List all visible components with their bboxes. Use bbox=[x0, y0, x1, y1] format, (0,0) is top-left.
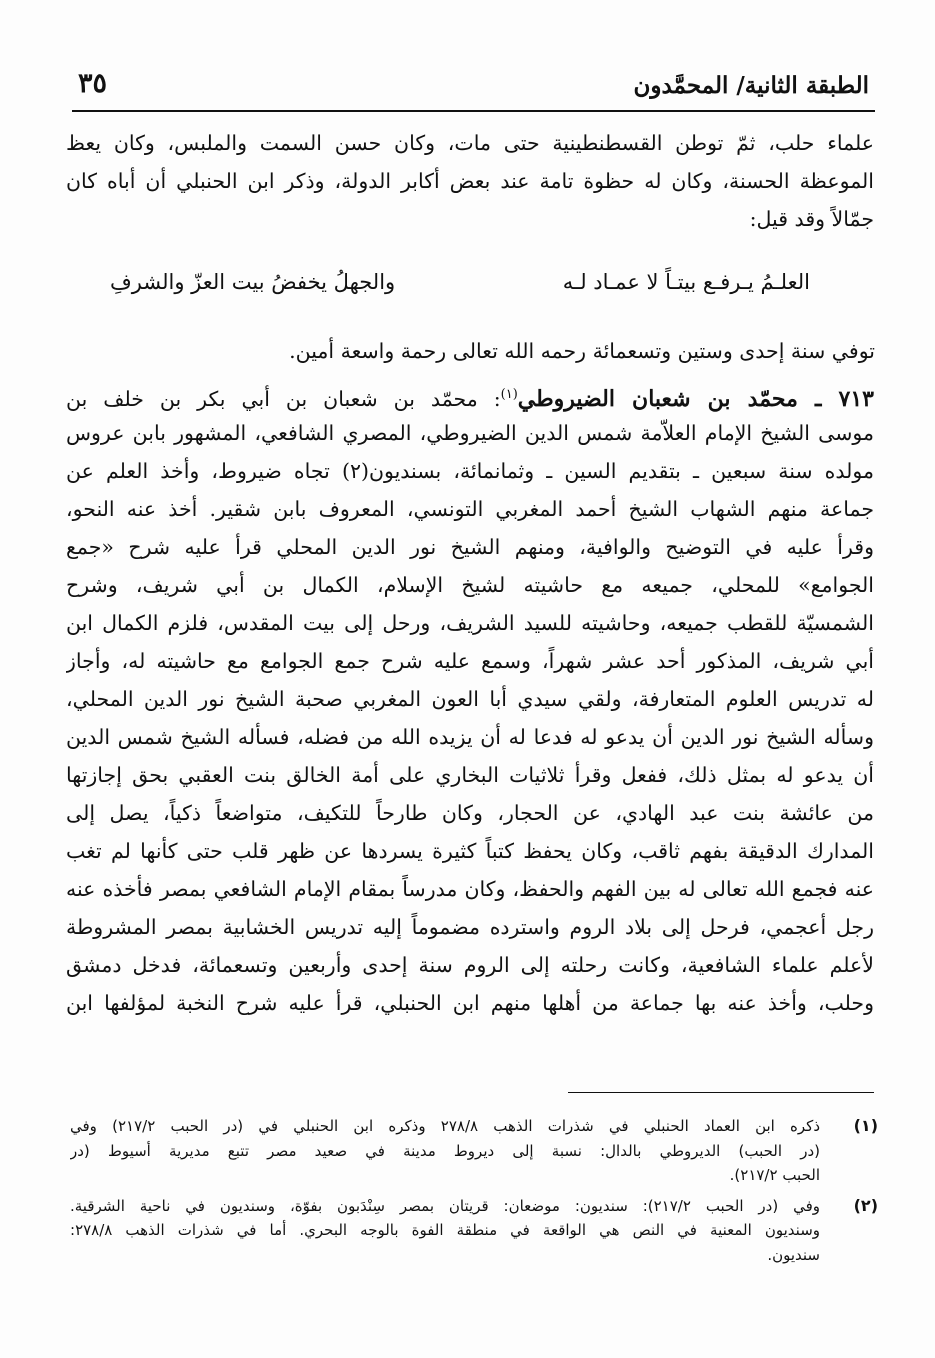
footnote-line: وسنديون المعنية في النص هي الواقعة في منطقة الفوة بالوجه البحري. أما في شذرات الذهب ٢٧٨/٨: bbox=[70, 1221, 820, 1239]
text-line: من عائشة بنت عبد الهادي، عن الحجار، وكان طارحاً للتكيف، متواضعاً ذكياً، يصل إلى bbox=[66, 801, 874, 825]
entry-first-line bbox=[66, 376, 874, 414]
footnote-line: سنديون. bbox=[767, 1245, 820, 1264]
footnote-1 bbox=[70, 1114, 878, 1188]
text-line: وحلب، وأخذ عنه بها جماعة من أهلها منهم ابن الحنبلي، قرأ عليه شرح النخبة لمؤلفها ابن bbox=[66, 991, 874, 1015]
text-line: موسى الشيخ الإمام العلاّمة شمس الدين الضيروطي، المصري الشافعي، المشهور بابن عروس bbox=[66, 421, 874, 445]
biography-entry bbox=[66, 376, 874, 1022]
page-header bbox=[72, 66, 875, 112]
death-note: توفي سنة إحدى وستين وتسعمائة رحمه الله تعالى رحمة واسعة أمين. bbox=[289, 339, 875, 363]
text-line: جماعة منهم الشهاب الشيخ أحمد المغربي التونسي، المعروف بابن شقير. أخذ عنه النحو، bbox=[66, 497, 874, 521]
running-title: الطبقة الثانية/ المحمَّدون bbox=[633, 72, 869, 99]
text-line: أبي شريف، المذكور أحد عشر شهراً، وسمع عليه شرح جمع الجوامع مع حاشيته له، وأجاز bbox=[66, 649, 874, 673]
text-line: جمّالاً وقد قيل: bbox=[749, 207, 874, 231]
footnote-line: (در الحبب) الديروطي بالدال: نسبة إلى ديروط مدينة في صعيد مصر تتبع مديرية أسيوط (در bbox=[70, 1141, 820, 1160]
text-line: المدارك الدقيقة بفهم ثاقب، وكان يحفظ كتباً كثيرة يسردها عن ظهر قلب حتى كأنها لم تغب bbox=[66, 839, 874, 863]
text-line: لأعلم علماء الشافعية، وكانت رحلته إلى الروم سنة إحدى وأربعين وتسعمائة، فدخل دمشق bbox=[66, 953, 874, 977]
text-line: الجوامع» للمحلي، جميعه مع حاشيته لشيخ الإسلام، الكمال بن أبي شريف، وشرح bbox=[66, 573, 874, 597]
footnote-number: (١) bbox=[853, 1116, 878, 1135]
footnotes bbox=[70, 1114, 878, 1273]
text-line: رجل أعجمي، فرحل إلى بلاد الروم واسترده مضموماً إليه تدريس الخشابية بمصر المشروطة bbox=[66, 915, 874, 939]
entry-first-line-text: محمّد بن شعبان بن أبي بكر بن خلف بن bbox=[66, 386, 478, 411]
text-line: وقرأ عليه في التوضيح والوافية، ومنهم الشيخ نور الدين المحلي قرأ عليه شرح «جمع bbox=[66, 535, 874, 559]
verse-first-hemistich: العلـمُ يـرفـع بيتـاً لا عمـاد لـه bbox=[562, 270, 810, 294]
page-number: ٣٥ bbox=[78, 68, 108, 99]
footnote-divider bbox=[568, 1092, 874, 1093]
text-line: وسأله الشيخ نور الدين أن يدعو له فدعا له أن يزيده الله من فضله، فسأله الشيخ شمس الدين bbox=[66, 725, 874, 749]
footnote-number: (٢) bbox=[853, 1195, 878, 1215]
entry-heading-colon: : bbox=[493, 386, 501, 411]
footnote-2 bbox=[70, 1194, 878, 1268]
text-line: مولده سنة سبعين ـ بتقديم السين ـ وثمانمائة، بسنديون(٢) تجاه ضيروط، وأخذ العلم عن bbox=[66, 459, 874, 483]
text-line: أن يدعو له بمثل ذلك، ففعل وقرأ ثلاثيات البخاري على أمة الخالق بنت العقبي بحق إجازتها bbox=[66, 763, 874, 787]
text-line: الشمسيّة للقطب جميعه، وحاشيته للسيد الشريف، ورحل إلى بيت المقدس، فلزم الكمال ابن bbox=[66, 611, 874, 635]
footnote-line: وفي (در الحبب ٢١٧/٢): سنديون: موضعان: قريتان بمصر سِنْدَبون بفوّة، وسنديون في ناحية الشرقية. bbox=[70, 1196, 820, 1215]
footnote-line: الحبب ٢١٧/٢). bbox=[729, 1166, 820, 1184]
text-line: علماء حلب، ثمّ توطن القسطنطينية حتى مات، وكان حسن السمت والملبس، وكان يعظ bbox=[66, 131, 874, 155]
entry-heading: ٧١٣ ـ محمّد بن شعبان الضيروطي bbox=[517, 385, 874, 412]
verse-second-hemistich: والجهلُ يخفضُ بيت العزّ والشرفِ bbox=[110, 270, 396, 294]
footnote-ref-1: (١) bbox=[500, 387, 518, 402]
text-line: عنه فجمع الله تعالى له بين الفهم والحفظ، وكان مدرساً بمقام الإمام الشافعي بمصر فأخذه عنه bbox=[66, 877, 874, 901]
poetry-verse bbox=[110, 262, 810, 302]
footnote-line: ذكره ابن العماد الحنبلي في شذرات الذهب ٢٧٨/٨ وذكره ابن الحنبلي في (در الحبب ٢١٧/٢) وفي bbox=[70, 1117, 820, 1135]
text-line: الموعظة الحسنة، وكان له حظوة تامة عند بعض أكابر الدولة، وذكر ابن الحنبلي أن أباه كان bbox=[66, 169, 874, 193]
paragraph-continuation bbox=[66, 124, 874, 238]
text-line: له تدريس العلوم المتعارفة، ولقي سيدي أبا العون المغربي صحبة الشيخ نور الدين المحلي، bbox=[66, 687, 874, 711]
